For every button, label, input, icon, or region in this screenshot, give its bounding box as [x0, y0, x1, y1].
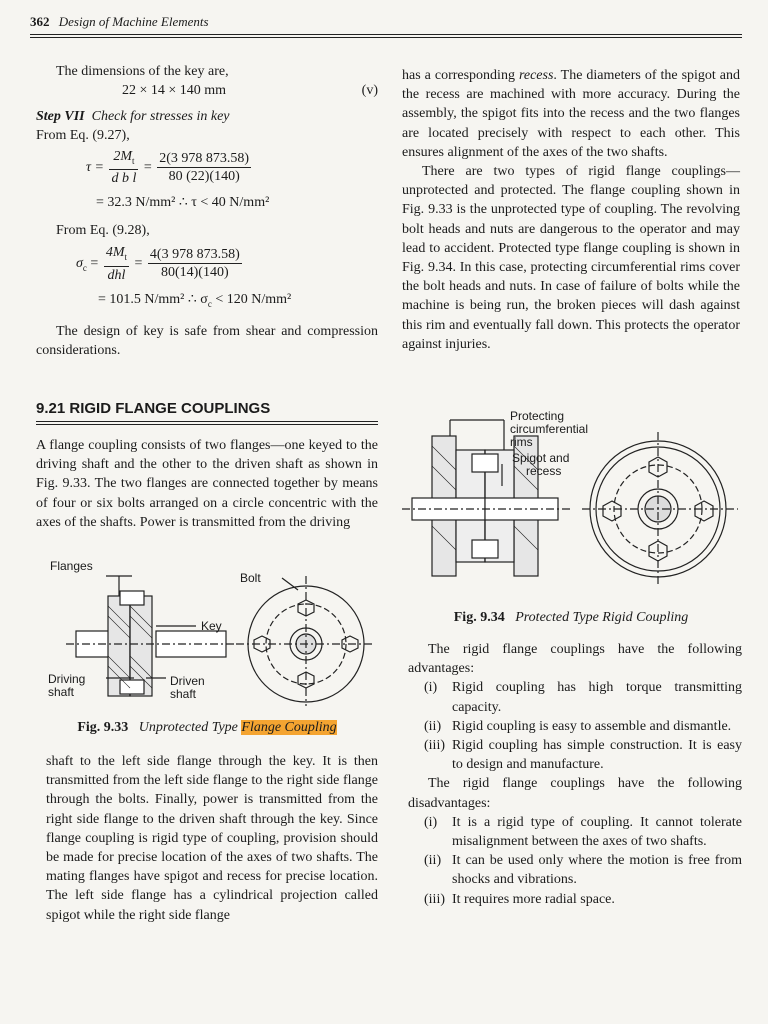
label-flanges: Flanges: [50, 559, 93, 573]
item-numeral: (i): [424, 814, 438, 830]
intro-block: [36, 436, 378, 532]
item-text: Rigid coupling has simple construction. It is easy to design and manufacture.: [452, 738, 742, 773]
list-item: [408, 813, 742, 851]
label-spigot-1: Spigot and: [512, 451, 570, 465]
sigma-lhs: σ: [76, 255, 83, 271]
sigma-result: = 101.5 N/mm² ∴ σ: [98, 291, 208, 307]
sigma-frac2: [148, 246, 242, 281]
list-item: [408, 736, 742, 774]
label-driving: [48, 673, 85, 699]
figure-9-34: [402, 406, 740, 628]
book-title: Design of Machine Elements: [58, 14, 209, 29]
item-numeral: (iii): [424, 891, 445, 907]
label-bolt: Bolt: [240, 571, 261, 585]
sigma-equation: $\sigma_c$ = $\frac{4M_t}{\text{dhl}}$ = $\frac{4(3 978 873.58)}{80(14)(140)}$: [76, 244, 240, 283]
advantages-intro: The rigid flange couplings have the following advantages:: [408, 642, 742, 677]
tau-frac1-num: 2M: [113, 148, 132, 164]
sigma-frac1-den: dhl: [107, 267, 126, 283]
equation-tag: (v): [361, 83, 378, 99]
recess-para-a: has a corresponding: [402, 68, 519, 83]
section-rule-2: [36, 424, 378, 425]
key-dims-intro: The dimensions of the key are,: [56, 64, 229, 79]
fig-9-33-title-highlight: Flange Coupling: [241, 720, 337, 735]
right-column-bottom: [408, 640, 742, 909]
sigma-frac2-den: 80(14)(140): [160, 265, 229, 281]
list-item: [408, 851, 742, 889]
list-item: [408, 717, 742, 736]
item-numeral: (ii): [424, 853, 442, 869]
fig-9-33-number: Fig. 9.33: [77, 720, 129, 735]
section-title: 9.21 RIGID FLANGE COUPLINGS: [36, 400, 271, 417]
fig-9-33-caption: [36, 720, 378, 736]
from-eq1: From Eq. (9.27),: [36, 128, 130, 144]
continuation-block: [46, 752, 378, 925]
key-dims: 22 × 14 × 140 mm: [122, 83, 227, 99]
left-column-top: [36, 62, 378, 360]
page-number: 362: [30, 14, 50, 29]
label-spigot-2: recess: [526, 464, 562, 478]
recess-para-b: . The diameters of the spigot and the recess are machined with more accuracy. During the assembly, the spigot fits into the recess and the two flanges are located precisely with respect to each other. This ensures alignment of the axes of the two shafts.: [402, 68, 741, 160]
step-heading: [36, 107, 378, 126]
sigma-result-line: = 101.5 N/mm² ∴ $\sigma_c < 120$ N/mm²: [98, 291, 292, 309]
tau-result: = 32.3 N/mm² ∴ τ < 40 N/mm²: [96, 195, 270, 211]
label-driven: [170, 675, 205, 701]
recess-paragraph: [402, 66, 740, 162]
fig-9-33-title-a: Unprotected Type: [138, 720, 242, 735]
item-numeral: (i): [424, 680, 438, 696]
label-protecting-1: Protecting: [510, 409, 565, 423]
item-text: Rigid coupling has high torque transmitting capacity.: [452, 680, 742, 715]
step-text: Check for stresses in key: [91, 109, 230, 125]
disadvantages-intro: The rigid flange couplings have the following disadvantages:: [408, 776, 742, 811]
label-protecting-2: circumferential: [510, 422, 589, 436]
tau-frac1: $\frac{2M_t}{\text{d b l}}$: [111, 148, 137, 187]
sigma-frac1: $\frac{4M_t}{\text{dhl}}$: [105, 244, 127, 283]
tau-frac2: [157, 150, 251, 185]
label-driving-2: shaft: [48, 685, 75, 699]
list-item: [408, 678, 742, 716]
figure-9-33: [36, 556, 378, 746]
fig-9-34-title: Protected Type Rigid Coupling: [515, 610, 689, 625]
advantages-list: [408, 678, 742, 774]
running-header: [30, 14, 740, 30]
item-text: Rigid coupling is easy to assemble and dismantle.: [452, 718, 732, 734]
label-spigot-recess: [512, 452, 569, 478]
disadvantages-list: [408, 813, 742, 909]
item-text: It requires more radial space.: [452, 891, 615, 907]
tau-lhs: τ =: [86, 159, 104, 175]
right-column-top: [402, 66, 740, 354]
header-rule-top: [30, 34, 742, 35]
tau-frac2-num: 2(3 978 873.58): [159, 151, 250, 166]
label-protecting-rims: [510, 410, 588, 449]
recess-term: recess: [518, 68, 554, 83]
item-numeral: (iii): [424, 738, 445, 754]
tau-equation: τ = $\frac{2M_t}{\text{d b l}}$ = $\frac{2(3 978 873.58)}{80 (22)(140)}$: [86, 148, 250, 187]
item-numeral: (ii): [424, 718, 442, 734]
section-rule-1: [36, 421, 378, 422]
step-label: Step VII: [36, 109, 85, 125]
header-rule-bottom: [30, 37, 742, 38]
label-protecting-3: rims: [510, 435, 533, 449]
intro-paragraph: A flange coupling consists of two flanges—one keyed to the driving shaft and the other to the driven shaft as shown in Fig. 9.33. The two flanges are connected together by means of four or six bolts arranged on a circle concentric with the axes of the shafts. Power is transmitted from the driving: [36, 438, 378, 530]
label-driven-1: Driven: [170, 674, 205, 688]
label-driven-2: shaft: [170, 687, 197, 701]
tau-frac2-den: 80 (22)(140): [168, 169, 240, 184]
label-driving-1: Driving: [48, 672, 86, 686]
safe-paragraph: The design of key is safe from shear and compression considerations.: [36, 323, 378, 358]
label-key: Key: [201, 619, 222, 633]
tau-frac1-den: d b l: [111, 171, 137, 187]
sigma-result-tail: < 120 N/mm²: [215, 291, 292, 307]
from-eq2: From Eq. (9.28),: [56, 222, 150, 238]
list-item: [408, 890, 742, 909]
item-text: It can be used only where the motion is free from shocks and vibrations.: [452, 853, 742, 888]
item-text: It is a rigid type of coupling. It cannot tolerate misalignment between the axes of two shafts.: [452, 814, 742, 850]
sigma-frac2-num: 4(3 978 873.58): [149, 247, 240, 263]
fig-9-34-number: Fig. 9.34: [453, 610, 505, 625]
key-dims-line: [36, 81, 378, 101]
sigma-frac1-num: 4M: [105, 244, 125, 260]
types-paragraph: There are two types of rigid flange couplings—unprotected and protected. The flange coupling shown in Fig. 9.33 is the unprotected type of coupling. The revolving bolt heads and nuts are dangerous to the operator and may lead to accident. Protected type flange coupling is shown in Fig. 9.34. In this case, protecting circumferential rims cover the bolt heads and nuts. In case of failure of bolts while the machine is being run, the broken pieces will dash against this rim and eventually fall down. This protects the operator against injuries.: [402, 164, 740, 352]
fig-9-34-caption: [402, 610, 740, 626]
continuation-paragraph: shaft to the left side flange through the key. It is then transmitted from the left side flange to the right side flange through the bolts. Finally, power is transmitted from the right side flange to the driven shaft through the key. Since flange coupling is rigid type of coupling, provision should be made for precise location of the axes of two shafts. The mating flanges have spigot and recess for precise location. The left side flange has a cylindrical projection called spigot while the right side flange: [46, 754, 378, 923]
